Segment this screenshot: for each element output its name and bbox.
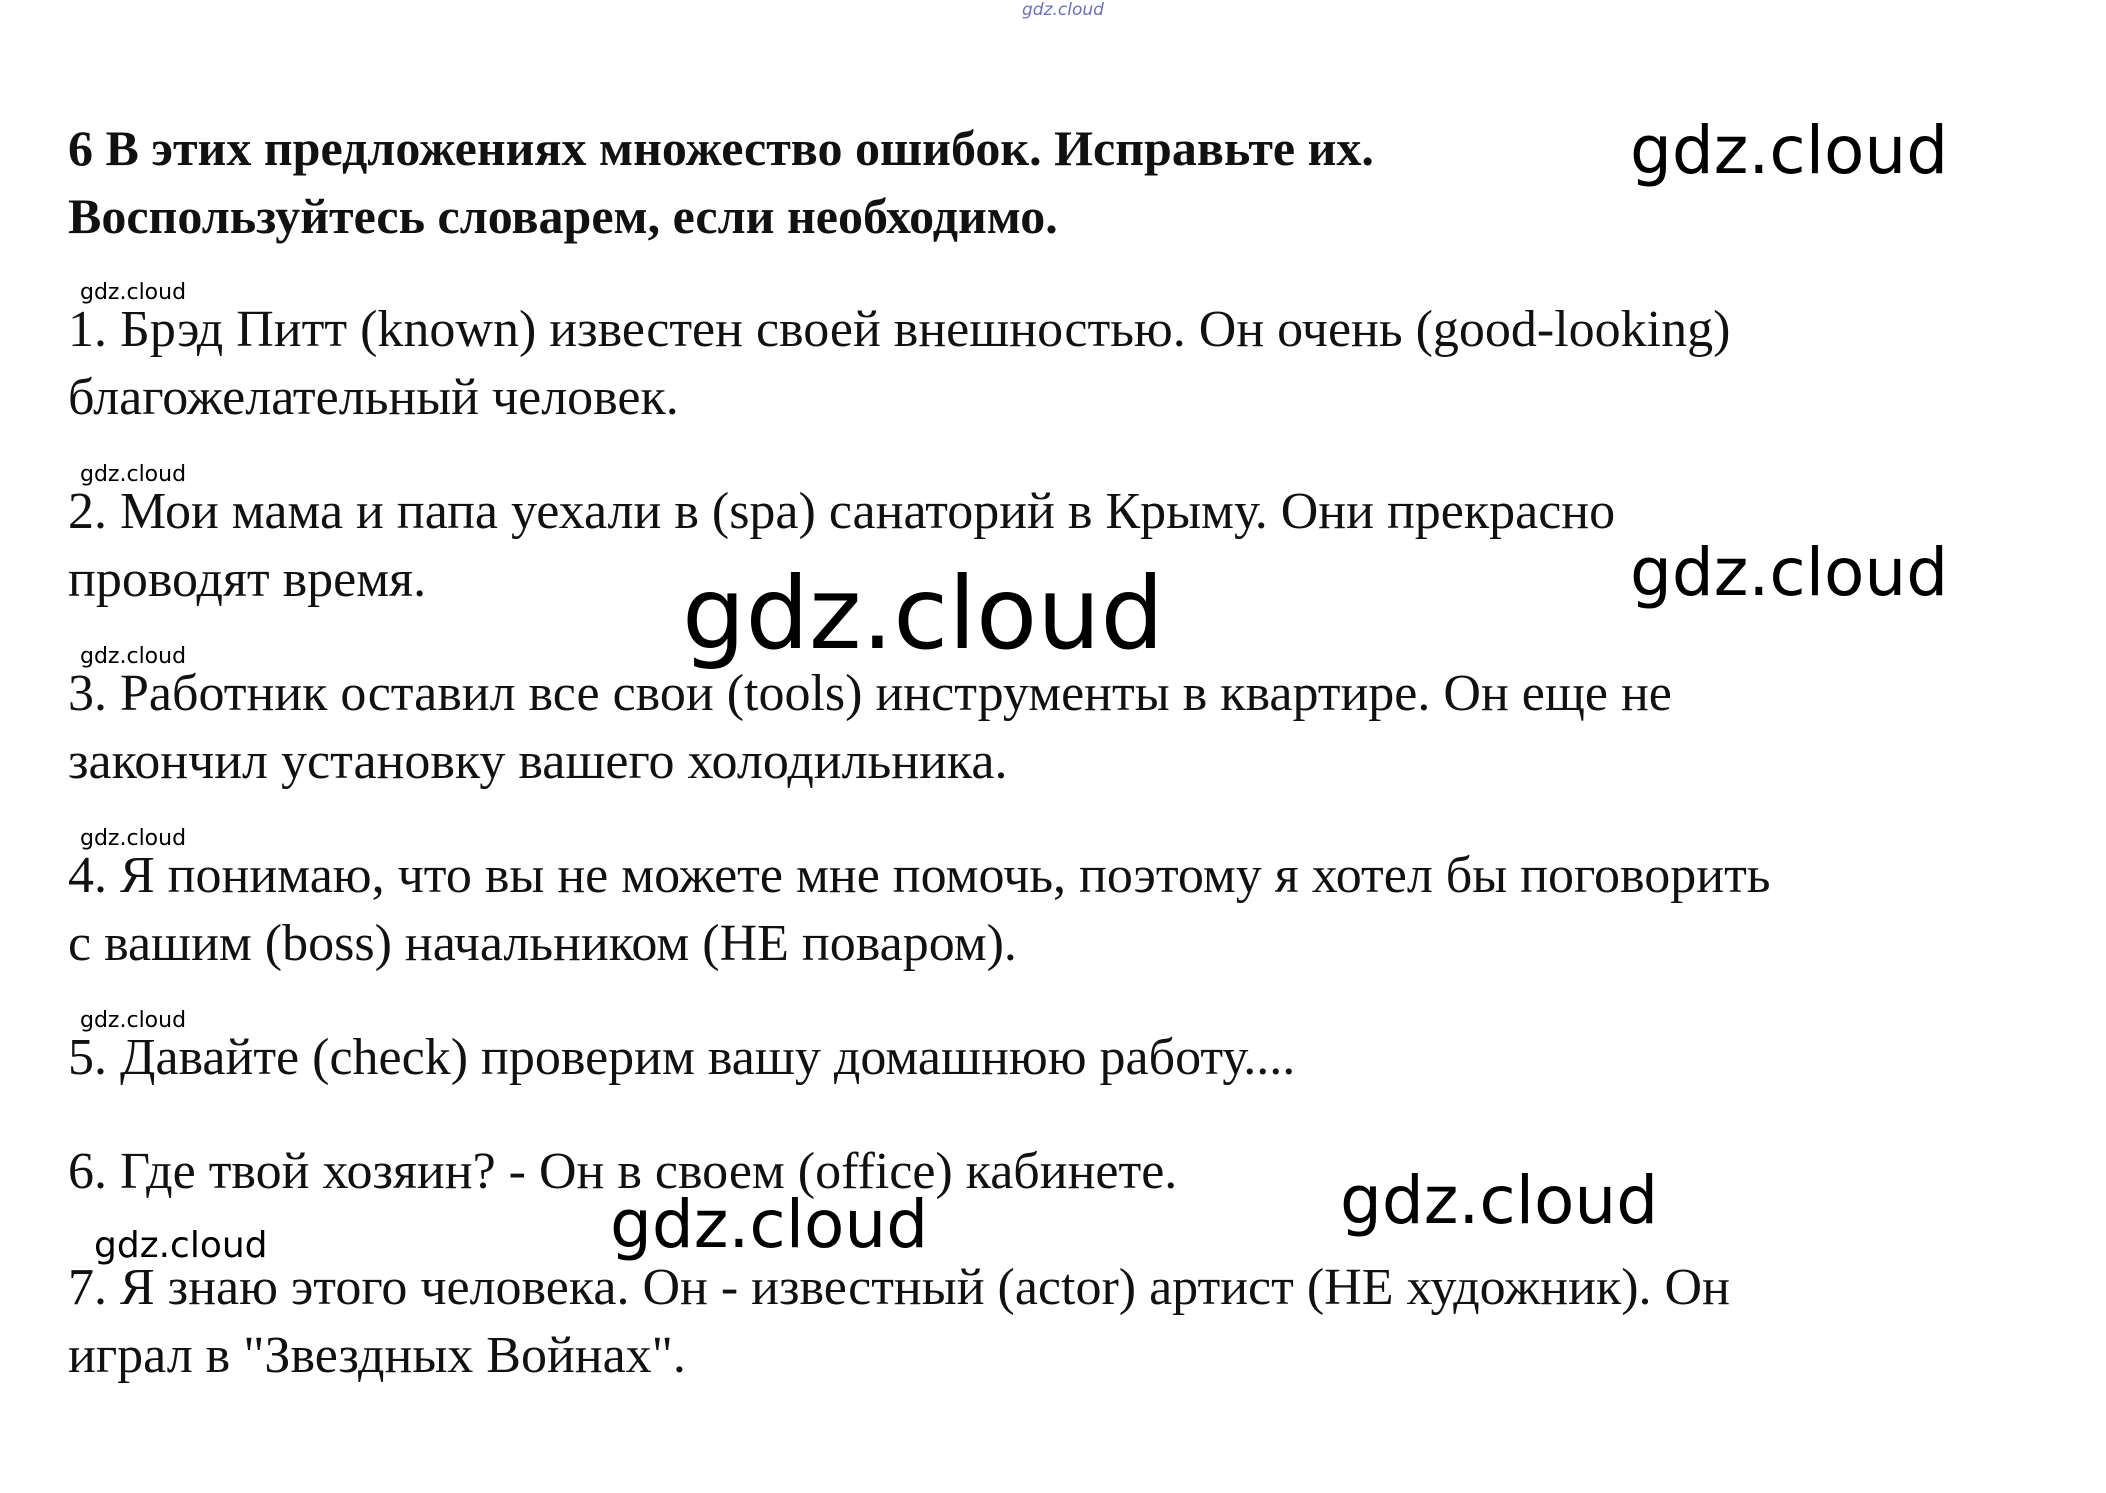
heading-line-1: 6 В этих предложениях множество ошибок. Исправьте их. xyxy=(68,120,1374,176)
watermark-item-3: gdz.cloud xyxy=(80,644,187,669)
exercise-heading xyxy=(68,114,1608,250)
sentence-6-line-1: 6. Где твой хозяин? - Он в своем (office) кабинете. xyxy=(68,1143,1178,1200)
watermark-item-6-right: gdz.cloud xyxy=(1340,1162,1659,1239)
watermark-item-1: gdz.cloud xyxy=(80,280,187,305)
sentence-item-3 xyxy=(68,660,2048,796)
sentence-4-line-1: 4. Я понимаю, что вы не можете мне помочь, поэтому я хотел бы поговорить xyxy=(68,847,1771,904)
sentence-7-line-1: 7. Я знаю этого человека. Он - известный (actor) артист (НЕ художник). Он xyxy=(68,1259,1730,1316)
sentence-item-6 xyxy=(68,1138,2048,1206)
watermark-item-6-center: gdz.cloud xyxy=(610,1186,929,1263)
sentence-2-line-2: проводят время. xyxy=(68,551,427,608)
watermark-right-middle: gdz.cloud xyxy=(1630,534,1949,611)
watermark-item-5: gdz.cloud xyxy=(80,1008,187,1033)
sentence-2-line-1: 2. Мои мама и папа уехали в (spa) санаторий в Крыму. Они прекрасно xyxy=(68,483,1616,540)
watermark-top: gdz.cloud xyxy=(1022,0,1104,20)
watermark-item-7: gdz.cloud xyxy=(94,1225,268,1266)
watermark-item-4: gdz.cloud xyxy=(80,826,187,851)
sentence-3-line-2: закончил установку вашего холодильника. xyxy=(68,733,1008,790)
sentence-3-line-1: 3. Работник оставил все свои (tools) инструменты в квартире. Он еще не xyxy=(68,665,1672,722)
watermark-center: gdz.cloud xyxy=(682,555,1165,672)
sentence-4-line-2: с вашим (boss) начальником (НЕ поваром). xyxy=(68,915,1017,972)
watermark-heading: gdz.cloud xyxy=(1630,112,1949,189)
sentence-5-line-1: 5. Давайте (check) проверим вашу домашнюю работу.... xyxy=(68,1029,1296,1086)
sentence-1-line-1: 1. Брэд Питт (known) известен своей внешностью. Он очень (good-looking) xyxy=(68,301,1731,358)
sentence-item-7 xyxy=(68,1254,2048,1390)
sentence-item-5 xyxy=(68,1024,2048,1092)
sentence-item-4 xyxy=(68,842,2048,978)
heading-line-2: Воспользуйтесь словарем, если необходимо. xyxy=(68,188,1058,244)
sentence-item-1 xyxy=(68,296,2048,432)
sentence-7-line-2: играл в "Звездных Войнах". xyxy=(68,1327,686,1384)
watermark-item-2: gdz.cloud xyxy=(80,462,187,487)
sentence-1-line-2: благожелательный человек. xyxy=(68,369,679,426)
